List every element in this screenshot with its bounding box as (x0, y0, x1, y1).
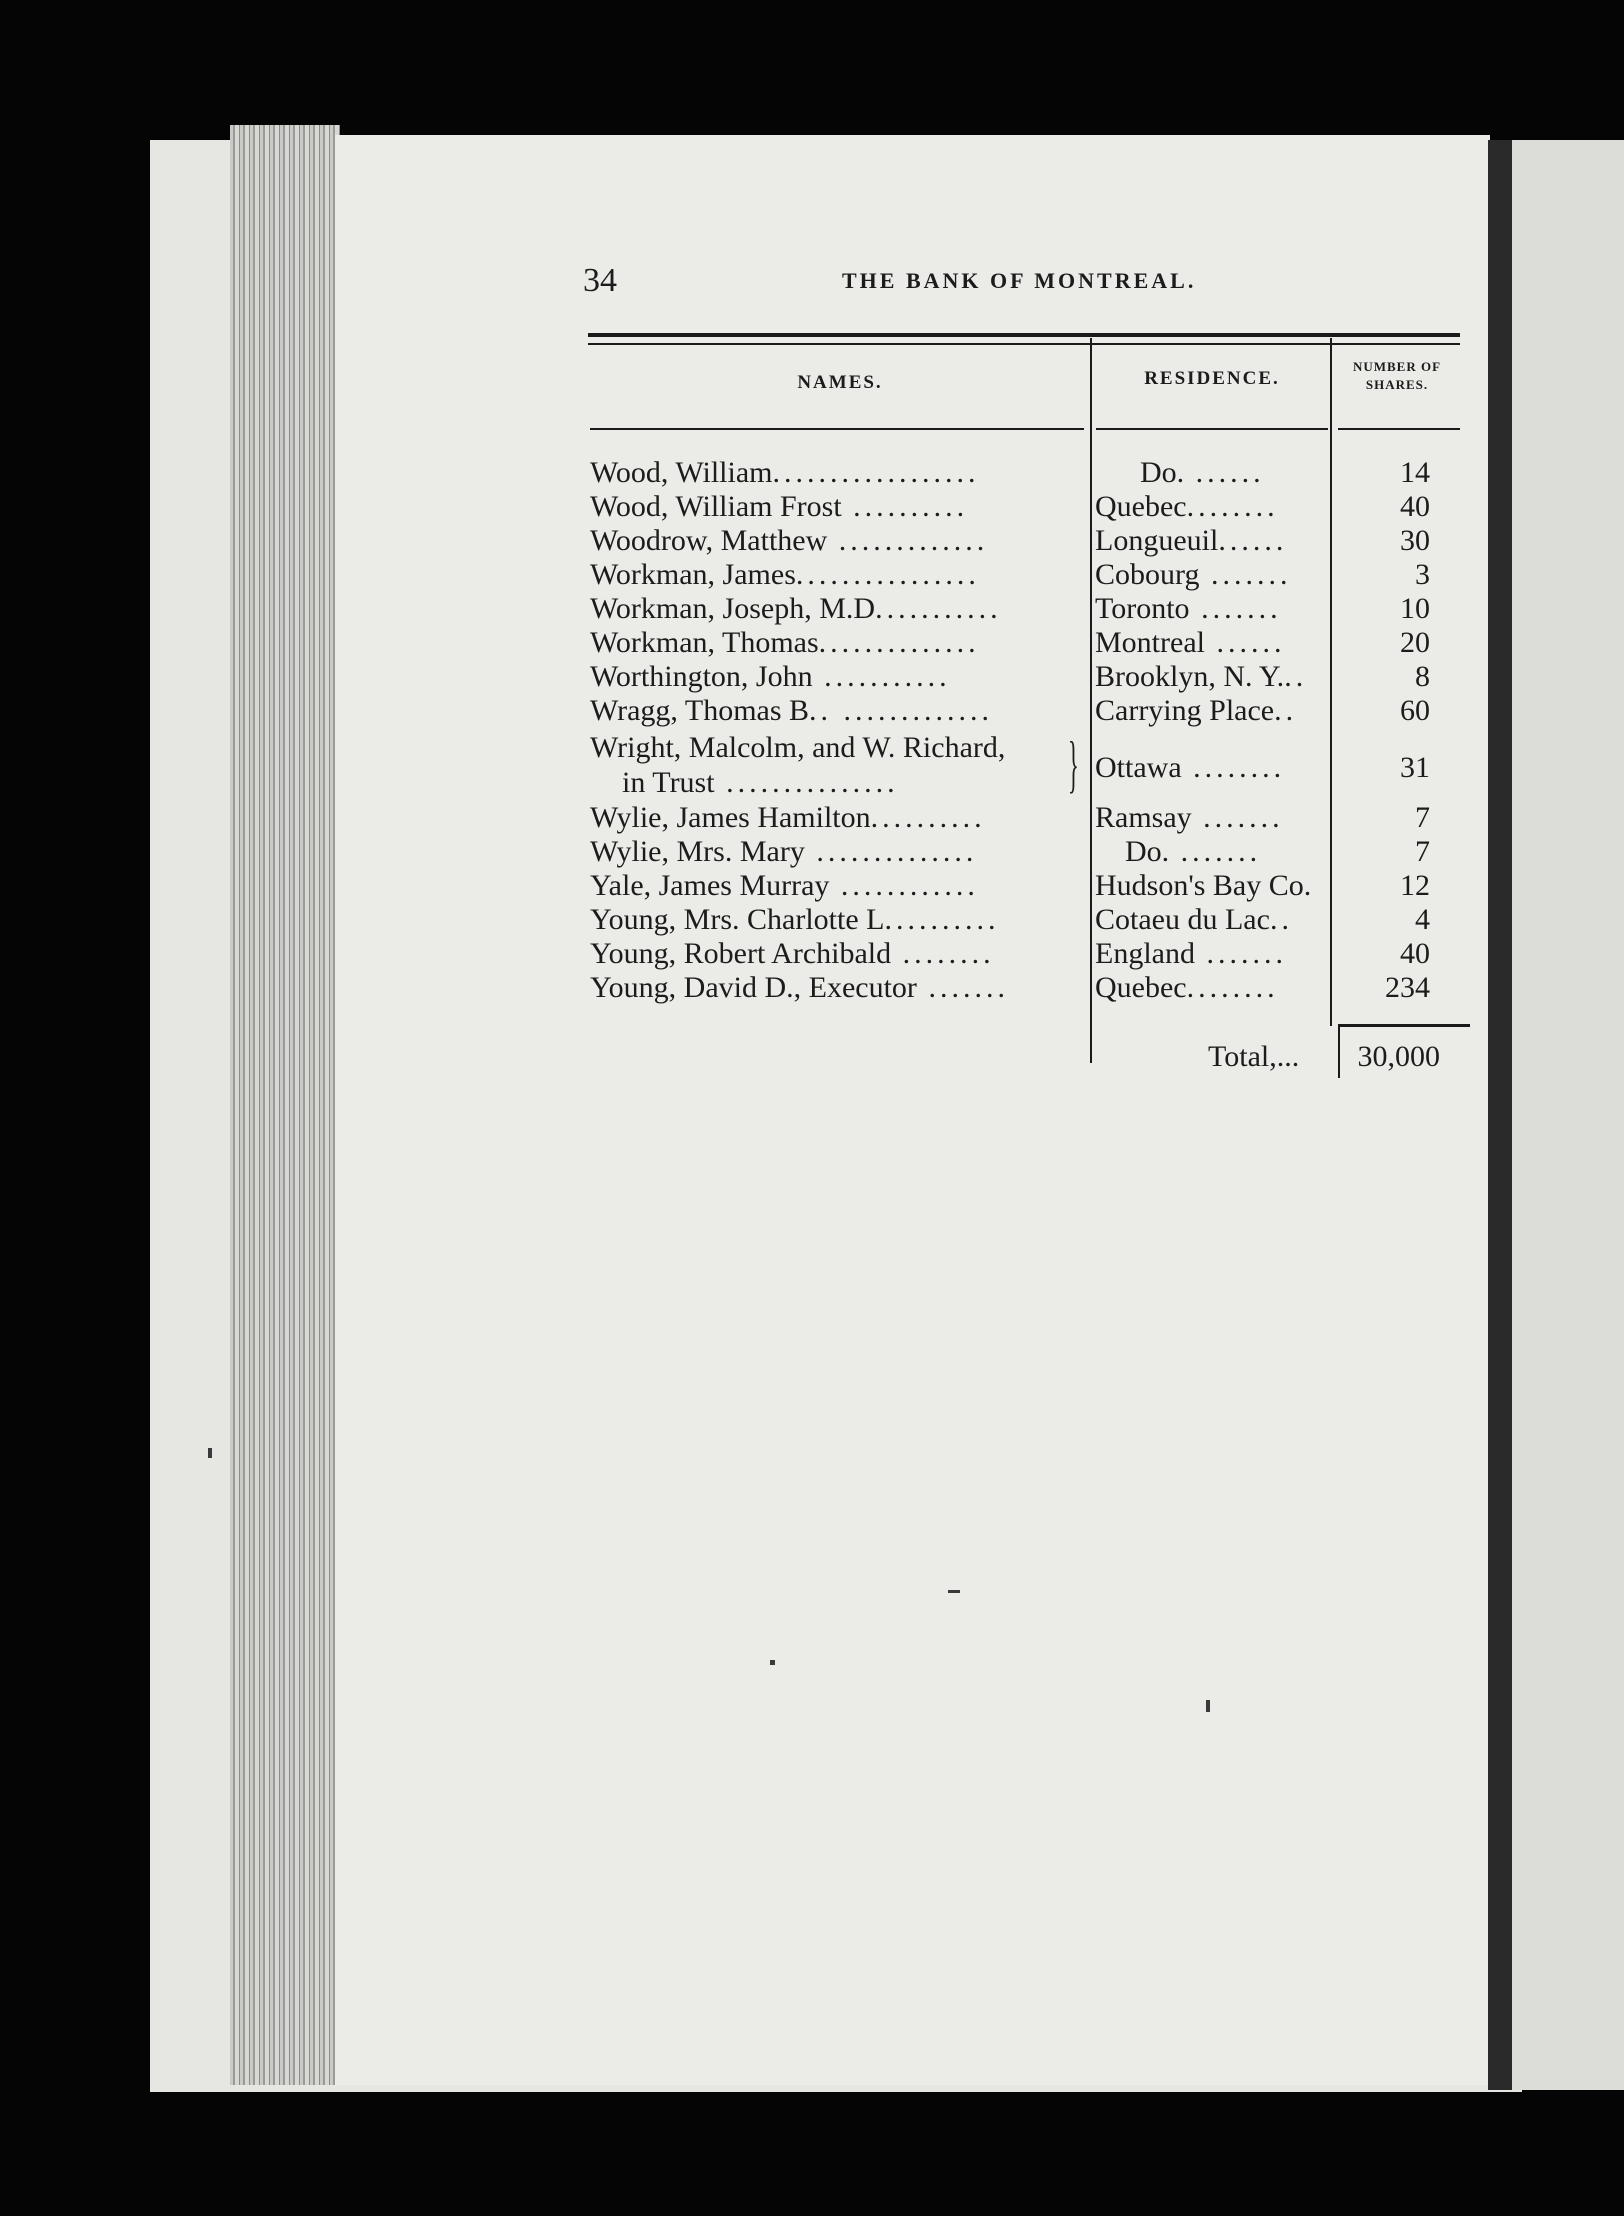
total-value: 30,000 (1357, 1040, 1440, 1073)
row-name: Wragg, Thomas B (590, 694, 810, 727)
table-row (590, 730, 1450, 802)
leader-dots: ............... (714, 766, 899, 799)
scan-speck (770, 1660, 775, 1665)
row-name: Wylie, Mrs. Mary (590, 835, 805, 868)
header-residence: RESIDENCE. (1144, 368, 1280, 389)
table-row (590, 693, 1450, 728)
row-name: Young, Mrs. Charlotte L (590, 903, 885, 936)
row-residence: Ottawa (1095, 751, 1182, 784)
leader-dots: ...... (1184, 456, 1265, 489)
leader-dots: ...... (1204, 626, 1286, 659)
table-row (590, 902, 1450, 937)
row-shares: 20 (1400, 626, 1430, 659)
row-residence: Quebec (1095, 971, 1187, 1004)
row-shares: 7 (1415, 801, 1430, 834)
leader-dots: .......... (870, 801, 986, 834)
table-row (590, 868, 1450, 903)
leader-dots: ........ (891, 937, 995, 970)
table-row (590, 625, 1450, 660)
total-label: Total,... (1208, 1040, 1300, 1073)
table-row (590, 591, 1450, 626)
leader-dots: ........ (1181, 751, 1286, 784)
leader-dots: ....... (1194, 937, 1287, 970)
row-shares: 31 (1400, 751, 1430, 784)
row-residence: Do. (1125, 835, 1170, 868)
row-residence: Ramsay (1095, 801, 1192, 834)
row-name: Worthington, John (590, 660, 813, 693)
leader-dots: ...... (1218, 524, 1288, 557)
leader-dots: ............. (827, 524, 989, 557)
row-shares: 12 (1400, 869, 1430, 902)
leader-dots: ....... (1191, 801, 1284, 834)
row-name-line2: in Trust (622, 766, 715, 799)
leader-dots: .............. (804, 835, 978, 868)
row-name: Wood, William (590, 456, 773, 489)
row-name: Yale, James Murray (590, 869, 830, 902)
row-residence: Longueuil (1095, 524, 1219, 557)
row-shares: 4 (1415, 903, 1430, 936)
leader-dots: .. (1269, 903, 1293, 936)
leader-dots: .............. (818, 626, 980, 659)
table-row (590, 557, 1450, 592)
row-name: Workman, Thomas (590, 626, 819, 659)
total-rule (1338, 1024, 1470, 1027)
row-name: Woodrow, Matthew (590, 524, 828, 557)
row-residence: Hudson's Bay Co. (1095, 869, 1312, 902)
leader-dots: .................. (772, 456, 980, 489)
leader-dots: ....... (916, 971, 1009, 1004)
table-row (590, 489, 1450, 524)
row-name: Wylie, James Hamilton (590, 801, 871, 834)
row-residence: Cotaeu du Lac (1095, 903, 1270, 936)
scan-speck (948, 1590, 960, 1593)
table-row (590, 523, 1450, 558)
brace: } (1068, 730, 1079, 799)
leader-dots: ................ (795, 558, 980, 591)
header-names: NAMES. (797, 372, 883, 393)
row-residence: Cobourg (1095, 558, 1200, 591)
row-shares: 40 (1400, 490, 1430, 523)
leader-dots: ........ (1186, 971, 1279, 1004)
header-rule-shares (1338, 428, 1460, 430)
leader-dots: ........... (875, 592, 1002, 625)
top-rule-thick (588, 333, 1460, 337)
leader-dots: .. ............. (809, 694, 994, 727)
page-number: 34 (583, 262, 617, 299)
header-shares-line2: SHARES. (1365, 377, 1429, 392)
table-row (590, 970, 1450, 1005)
row-name: Workman, Joseph, M.D (590, 592, 876, 625)
table-row (590, 455, 1450, 490)
row-shares: 10 (1400, 592, 1430, 625)
row-name: Wright, Malcolm, and W. Richard, (590, 731, 1006, 764)
leader-dots: ....... (1199, 558, 1292, 591)
column-divider-total (1338, 1026, 1340, 1078)
row-shares: 40 (1400, 937, 1430, 970)
header-rule (590, 428, 1084, 430)
row-shares: 60 (1400, 694, 1430, 727)
row-residence: Toronto (1095, 592, 1190, 625)
row-name: Wood, William Frost (590, 490, 842, 523)
table-row (590, 936, 1450, 971)
leader-dots: ........... (812, 660, 951, 693)
scan-speck (208, 1448, 212, 1458)
row-name: Young, Robert Archibald (590, 937, 892, 970)
leader-dots: .......... (884, 903, 1000, 936)
running-head: THE BANK OF MONTREAL. (842, 268, 1197, 293)
row-residence: Carrying Place (1095, 694, 1275, 727)
table-row (590, 800, 1450, 835)
scan-speck (1206, 1700, 1210, 1712)
leader-dots: .. (1284, 660, 1308, 693)
row-residence: Brooklyn, N. Y. (1095, 660, 1285, 693)
header-shares-line1: NUMBER OF (1352, 359, 1442, 374)
binding-shadow (1488, 140, 1512, 2090)
row-shares: 14 (1400, 456, 1430, 489)
leader-dots: ........ (1186, 490, 1279, 523)
leader-dots: ............ (829, 869, 979, 902)
row-residence: Montreal (1095, 626, 1205, 659)
row-name: Young, David D., Executor (590, 971, 917, 1004)
row-residence: Do. (1140, 456, 1185, 489)
row-shares: 8 (1415, 660, 1430, 693)
facing-page-edge (1512, 140, 1624, 2090)
leader-dots: ....... (1169, 835, 1262, 868)
row-residence: England (1095, 937, 1195, 970)
row-shares: 3 (1415, 558, 1430, 591)
table-row (590, 659, 1450, 694)
row-residence: Quebec (1095, 490, 1187, 523)
header-rule-residence (1096, 428, 1328, 430)
row-shares: 30 (1400, 524, 1430, 557)
leader-dots: .. (1274, 694, 1298, 727)
row-shares: 7 (1415, 835, 1430, 868)
table-row (590, 834, 1450, 869)
row-shares: 234 (1385, 971, 1430, 1004)
leader-dots: .......... (841, 490, 969, 523)
row-name: Workman, James (590, 558, 796, 591)
leader-dots: ....... (1189, 592, 1282, 625)
page-edges (230, 125, 340, 2085)
